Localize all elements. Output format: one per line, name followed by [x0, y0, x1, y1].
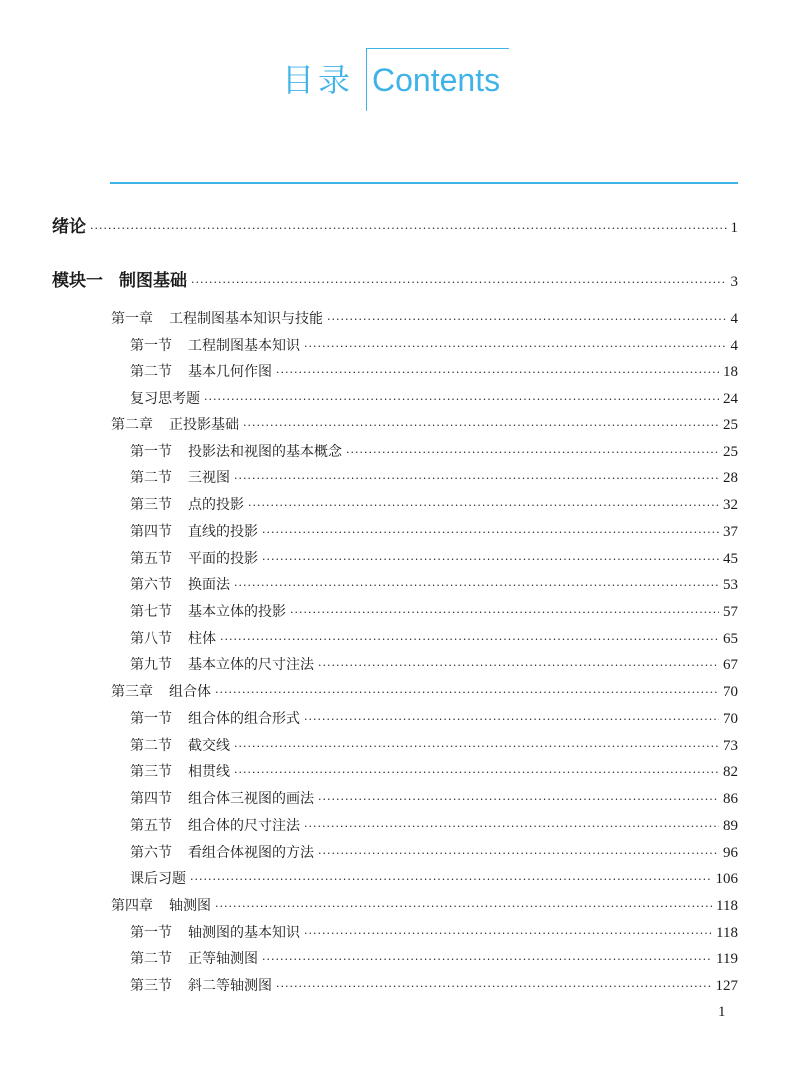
toc-entry[interactable] [130, 388, 738, 408]
toc-entry-title: 相贯线 [188, 764, 230, 780]
dot-leader [304, 821, 719, 832]
dot-leader [262, 554, 719, 565]
toc-entry[interactable] [130, 601, 738, 621]
toc-entry-number: 第三节 [130, 497, 172, 513]
toc-entry-title: 换面法 [188, 577, 230, 593]
toc-entry-number: 复习思考题 [130, 391, 200, 407]
toc-entry-number: 第六节 [130, 577, 172, 593]
dot-leader [318, 660, 719, 671]
toc-entry-number: 第二章 [111, 417, 153, 433]
toc-entry-number: 第一章 [111, 311, 153, 327]
toc-entry-number: 模块一 [52, 271, 103, 291]
toc-entry[interactable] [130, 815, 738, 835]
dot-leader [215, 687, 719, 698]
toc-entry-page: 106 [715, 871, 738, 887]
toc-entry-number: 第五节 [130, 551, 172, 567]
toc-entry[interactable] [130, 735, 738, 755]
toc-entry-number: 第三节 [130, 978, 172, 994]
dot-leader [304, 714, 719, 725]
toc-entry-label [130, 788, 314, 808]
toc-entry-title: 工程制图基本知识与技能 [169, 311, 323, 327]
toc-entry-page: 73 [723, 738, 738, 754]
toc-entry-title: 截交线 [188, 738, 230, 754]
toc-entry-label [130, 708, 300, 728]
dot-leader [191, 277, 727, 288]
toc-entry-label [111, 895, 211, 915]
toc-entry-label [130, 521, 258, 541]
toc-entry-number: 第二节 [130, 738, 172, 754]
toc-entry-label [111, 308, 323, 328]
toc-entry[interactable] [130, 494, 738, 514]
toc-entry-label [130, 842, 314, 862]
dot-leader [262, 954, 712, 965]
toc-entry-label [130, 467, 230, 487]
dot-leader [304, 341, 727, 352]
toc-entry-number: 第七节 [130, 604, 172, 620]
toc-entry-page: 18 [723, 364, 738, 380]
toc-entry-label [130, 441, 342, 461]
toc-entry[interactable] [130, 628, 738, 648]
page-number: 1 [718, 1004, 726, 1020]
dot-leader [262, 527, 719, 538]
dot-leader [290, 607, 719, 618]
toc-entry[interactable] [52, 212, 738, 237]
dot-leader [190, 874, 712, 885]
toc-entry-number: 第二节 [130, 951, 172, 967]
dot-leader [276, 981, 712, 992]
toc-entry-title: 轴测图 [169, 898, 211, 914]
toc-entry-title: 轴测图的基本知识 [188, 925, 300, 941]
page-title-english: Contents [372, 62, 501, 98]
toc-entry-page: 24 [723, 391, 738, 407]
toc-entry-number: 第一节 [130, 338, 172, 354]
toc-entry[interactable] [130, 548, 738, 568]
toc-entry-number: 绪论 [52, 217, 86, 237]
toc-entry[interactable] [130, 335, 738, 355]
toc-entry[interactable] [130, 708, 738, 728]
toc-entry-number: 第三节 [130, 764, 172, 780]
toc-entry-title: 点的投影 [188, 497, 244, 513]
toc-entry-page: 37 [723, 524, 738, 540]
toc-entry-page: 32 [723, 497, 738, 513]
dot-leader [234, 580, 719, 591]
toc-entry-page: 3 [730, 274, 738, 290]
toc-entry-page: 25 [723, 444, 738, 460]
toc-entry[interactable] [130, 361, 738, 381]
toc-entry-title: 斜二等轴测图 [188, 978, 272, 994]
toc-entry-title: 基本立体的尺寸注法 [188, 657, 314, 673]
toc-entry-page: 70 [723, 711, 738, 727]
toc-entry-page: 1 [730, 220, 738, 236]
toc-entry-label [130, 361, 272, 381]
toc-entry-title: 看组合体视图的方法 [188, 845, 314, 861]
dot-leader [234, 473, 719, 484]
toc-entry-page: 4 [730, 338, 738, 354]
toc-entry-title: 工程制图基本知识 [188, 338, 300, 354]
dot-leader [276, 367, 719, 378]
dot-leader [220, 634, 719, 645]
toc-entry-title: 正等轴测图 [188, 951, 258, 967]
toc-entry-label [130, 868, 186, 888]
toc-entry-page: 89 [723, 818, 738, 834]
toc-entry[interactable] [111, 895, 738, 915]
toc-entry-page: 96 [723, 845, 738, 861]
toc-entry-number: 第一节 [130, 444, 172, 460]
toc-header [0, 0, 790, 190]
toc-entry-title: 组合体三视图的画法 [188, 791, 314, 807]
toc-entry-page: 127 [715, 978, 738, 994]
toc-entry-title: 组合体的组合形式 [188, 711, 300, 727]
toc-entry[interactable] [130, 521, 738, 541]
toc-entry-label [111, 414, 239, 434]
toc-entry-page: 25 [723, 417, 738, 433]
toc-entry-title: 基本立体的投影 [188, 604, 286, 620]
toc-entry-label [130, 948, 258, 968]
dot-leader [304, 928, 712, 939]
toc-entry-page: 45 [723, 551, 738, 567]
toc-entry-label [130, 628, 216, 648]
toc-entry-label [52, 266, 187, 291]
toc-entry-page: 65 [723, 631, 738, 647]
toc-entry-number: 第三章 [111, 684, 153, 700]
toc-entry[interactable] [111, 414, 738, 434]
toc-entry-number: 第五节 [130, 818, 172, 834]
toc-entry[interactable] [130, 922, 738, 942]
toc-entry-number: 第六节 [130, 845, 172, 861]
toc-entry-label [130, 815, 300, 835]
toc-entry-label [130, 574, 230, 594]
toc-entry-page: 118 [716, 898, 738, 914]
toc-entry-page: 86 [723, 791, 738, 807]
dot-leader [204, 394, 719, 405]
toc-entry-title: 组合体的尺寸注法 [188, 818, 300, 834]
toc-entry[interactable] [130, 842, 738, 862]
toc-entry-page: 118 [716, 925, 738, 941]
dot-leader [318, 794, 719, 805]
toc-entry-number: 第四节 [130, 524, 172, 540]
toc-entry-label [130, 335, 300, 355]
dot-leader [234, 741, 719, 752]
toc-entry-label [130, 548, 258, 568]
dot-leader [346, 447, 719, 458]
toc-entry[interactable] [130, 654, 738, 674]
toc-entry-title: 组合体 [169, 684, 211, 700]
toc-entry[interactable] [130, 868, 738, 888]
toc-entry-title: 制图基础 [119, 271, 187, 291]
toc-entry-label [111, 681, 211, 701]
toc-entry[interactable] [130, 975, 738, 995]
toc-entry-number: 第四节 [130, 791, 172, 807]
toc-entry-number: 第一节 [130, 925, 172, 941]
toc-entry-number: 课后习题 [130, 871, 186, 887]
toc-entry[interactable] [130, 948, 738, 968]
toc-entry-page: 4 [730, 311, 738, 327]
toc-entry-title: 直线的投影 [188, 524, 258, 540]
toc-entry-page: 53 [723, 577, 738, 593]
toc-entry-label [130, 601, 286, 621]
toc-entry-page: 70 [723, 684, 738, 700]
toc-entry-title: 基本几何作图 [188, 364, 272, 380]
toc-entry-label [130, 654, 314, 674]
toc-entry-number: 第四章 [111, 898, 153, 914]
toc-entry-title: 三视图 [188, 470, 230, 486]
toc-entry-number: 第八节 [130, 631, 172, 647]
toc-entry-page: 57 [723, 604, 738, 620]
dot-leader [318, 848, 719, 859]
toc-entry-page: 82 [723, 764, 738, 780]
toc-entry-label [130, 494, 244, 514]
toc-entry-number: 第二节 [130, 364, 172, 380]
toc-entry-label [130, 761, 230, 781]
toc-entry[interactable] [130, 441, 738, 461]
dot-leader [215, 901, 712, 912]
header-divider [110, 182, 738, 184]
toc-entry[interactable] [130, 788, 738, 808]
toc-entry-label [52, 212, 86, 237]
toc-entry-page: 119 [716, 951, 738, 967]
toc-entry-number: 第二节 [130, 470, 172, 486]
toc-entry[interactable] [130, 761, 738, 781]
toc-entry[interactable] [130, 574, 738, 594]
toc-entry-number: 第九节 [130, 657, 172, 673]
dot-leader [243, 420, 719, 431]
toc-entry-page: 67 [723, 657, 738, 673]
toc-entry-title: 正投影基础 [169, 417, 239, 433]
toc-entry[interactable] [111, 308, 738, 328]
toc-entry[interactable] [130, 467, 738, 487]
toc-entry-page: 28 [723, 470, 738, 486]
toc-entry-label [130, 922, 300, 942]
dot-leader [234, 767, 719, 778]
toc-entry[interactable] [111, 681, 738, 701]
toc-entry-label [130, 735, 230, 755]
toc-entry-title: 柱体 [188, 631, 216, 647]
dot-leader [90, 223, 727, 234]
toc-entry[interactable] [52, 266, 738, 291]
toc-entry-label [130, 975, 272, 995]
toc-entry-title: 平面的投影 [188, 551, 258, 567]
toc-entry-number: 第一节 [130, 711, 172, 727]
page-title-chinese: 目录 [282, 61, 355, 99]
dot-leader [248, 500, 719, 511]
toc-entry-title: 投影法和视图的基本概念 [188, 444, 342, 460]
toc-entry-label [130, 388, 200, 408]
dot-leader [327, 314, 727, 325]
